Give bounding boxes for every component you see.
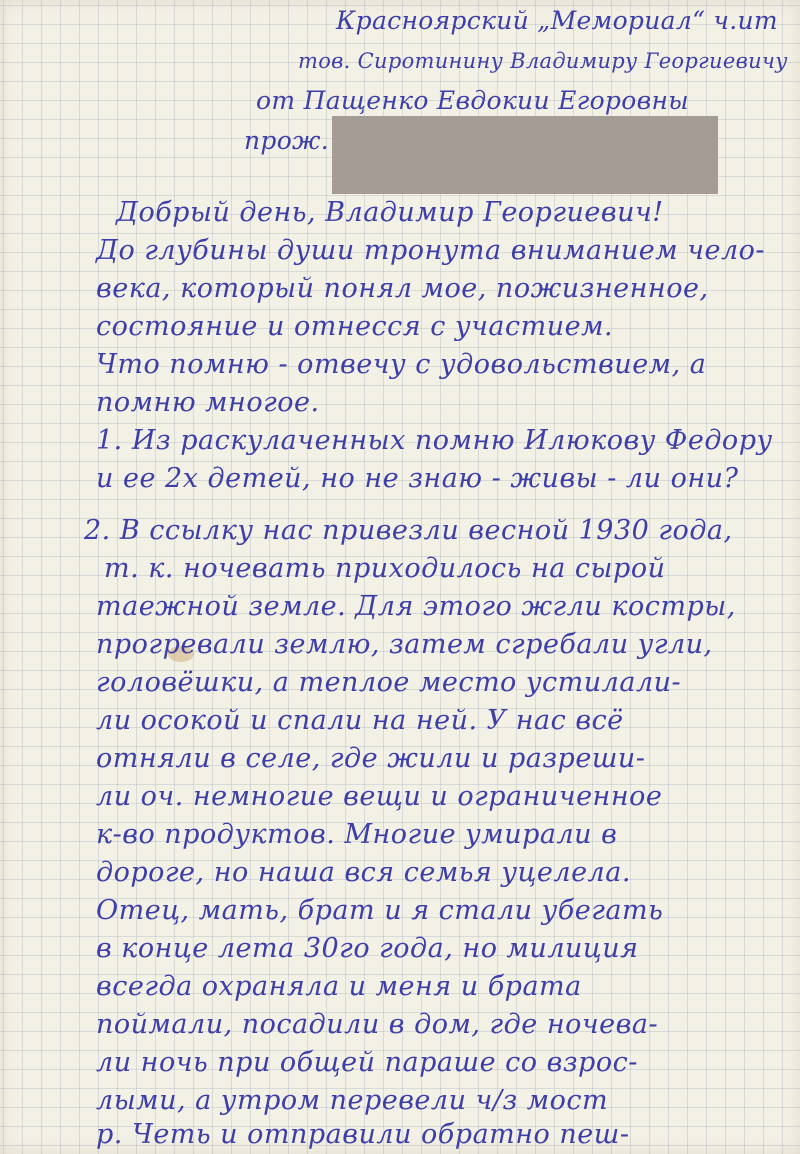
point-2-line: всегда охраняла и меня и брата (96, 971, 582, 1002)
header-line-residence-label: прож. (244, 126, 330, 155)
header-line-sender: от Пащенко Евдокии Егоровны (256, 86, 689, 115)
body-line: века, который понял мое, пожизненное, (96, 273, 709, 304)
point-2-line: лыми, а утром перевели ч/з мост (96, 1085, 609, 1116)
header-line-addressee-org: Красноярский „Мемориал“ ч.ит (336, 6, 778, 35)
point-2-line: поймали, посадили в дом, где ночева- (96, 1009, 659, 1040)
point-2-line: ли оч. немногие вещи и ограниченное (96, 781, 663, 812)
redacted-address-block (332, 116, 718, 194)
point-2-line: 2. В ссылку нас привезли весной 1930 года, (84, 515, 733, 546)
point-2-line: головёшки, а теплое место устилали- (96, 667, 682, 698)
point-2-line: прогревали землю, затем сгребали угли, (96, 629, 713, 660)
point-2-line: в конце лета 30го года, но милиция (96, 933, 639, 964)
point-2-line: т. к. ночевать приходилось на сырой (104, 553, 666, 584)
point-1-line: и ее 2х детей, но не знаю - живы - ли они? (96, 463, 739, 494)
point-2-line: ли осокой и спали на ней. У нас всё (96, 705, 624, 736)
body-line: Что помню - отвечу с удовольствием, а (96, 349, 707, 380)
greeting-line: Добрый день, Владимир Георгиевич! (116, 197, 664, 228)
point-2-line: Отец, мать, брат и я стали убегать (96, 895, 664, 926)
header-line-recipient: тов. Сиротинину Владимиру Георгиевичу (298, 49, 788, 73)
body-line: До глубины души тронута вниманием чело- (96, 235, 766, 266)
point-2-line: отняли в селе, где жили и разреши- (96, 743, 646, 774)
point-2-line: к-во продуктов. Многие умирали в (96, 819, 618, 850)
body-line: состояние и отнесся с участием. (96, 311, 614, 342)
point-1-line: 1. Из раскулаченных помню Илюкову Федору (96, 425, 773, 456)
body-line: помню многое. (96, 387, 320, 418)
point-2-line: ли ночь при общей параше со взрос- (96, 1047, 638, 1078)
point-2-line: р. Четь и отправили обратно пеш- (96, 1119, 630, 1150)
point-2-line: дороге, но наша вся семья уцелела. (96, 857, 631, 888)
point-2-line: таежной земле. Для этого жгли костры, (96, 591, 736, 622)
